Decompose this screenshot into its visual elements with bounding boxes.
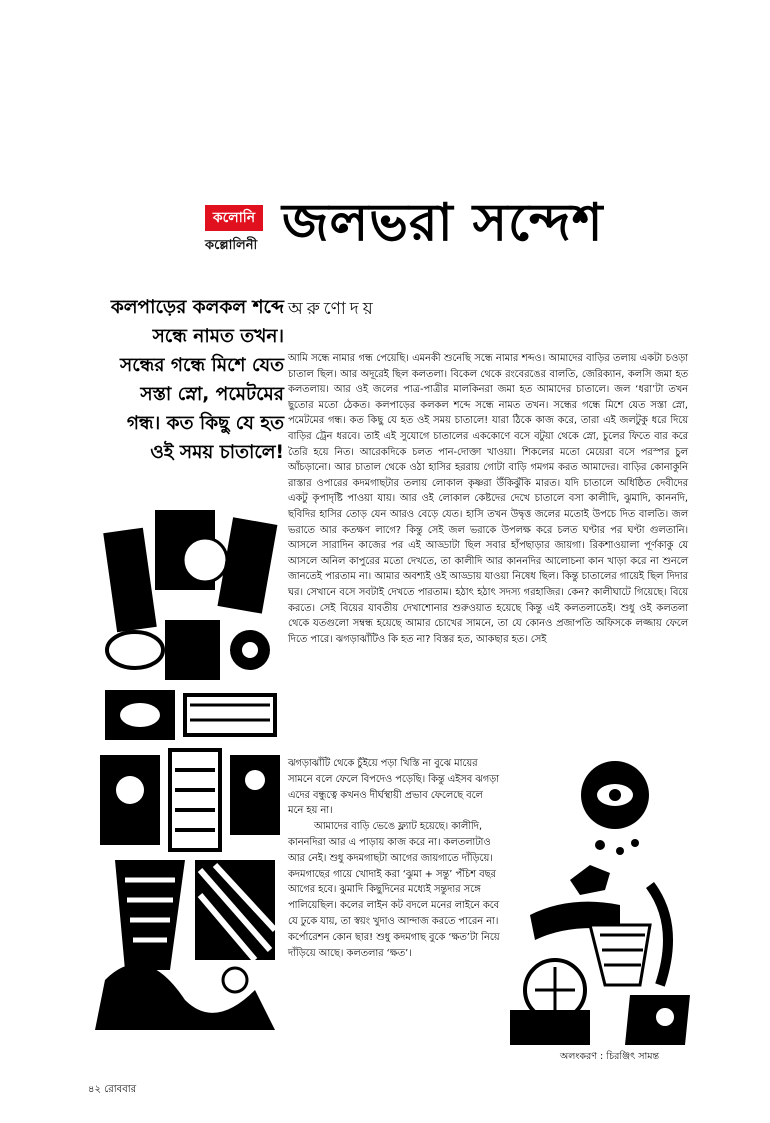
pull-quote: কলপাড়ের কলকল শব্দে সন্ধে নামত তখন। সন্ধের গন্ধে মিশে যেত সস্তা স্নো, পমেটমের গন্ধ। কত কিছু যে হত ওই সময় চাতালে! (110, 297, 284, 463)
left-illustration (95, 500, 285, 1030)
article-body (288, 351, 688, 647)
article-paragraph: ঝগড়াঝাঁটি থেকে চুঁইয়ে পড়া খিস্তি না বুঝে মায়ের সামনে বলে ফেলে বিপদেও পড়েছি। কিন্তু এইসব ঝগড়া এদের বন্ধুত্বে কখনও দীর্ঘস্থায়ী প্রভাব ফেলেছে বলে মনে হয় না। (288, 758, 499, 817)
right-illustration (510, 755, 700, 1045)
illustration-credit: অলংকরণ : চিরঞ্জিৎ সামন্ত (560, 1051, 660, 1062)
article-paragraph: আমি সন্ধে নামার গন্ধ পেয়েছি। এমনকী শুনেছি সন্ধে নামার শব্দও। আমাদের বাড়ির তলায় একটা চওড়া চাতাল ছিল। আর অদূরেই ছিল কলতলা। বিকেল থেকে রংবেরঙের বালতি, জেরিক্যান, কলসি জমা হত কলতলায়। আর ওই জলের পাত্র-পাত্রীর মালকিনরা জমা হত আমাদের চাতালে। জল ‘ধরা’টা তখন ছুতোর মতো ঠেকত। কলপাড়ের কলকল শব্দে সন্ধে নামত তখন। সন্ধের গন্ধে মিশে যেত সস্তা স্নো, পমেটমের গন্ধ। কত কিছু যে হত ওই সময় চাতালে! যারা ঠিকে কাজ করে, তারা এই জলটুকু ধরে দিয়ে বাড়ির ট্রেন ধরবে। তাই এই সুযোগে চাতালের এককোণে বসে বটুয়া থেকে স্নো, চুলের ফিতে বার করে তৈরি হয়ে নিত। আরেকদিকে চলত পান-দোক্তা খাওয়া। শিকলের মতো মেয়েরা বসে পরস্পর চুল আঁচড়ানো। আর চাতাল থেকে ওঠা হাসির হররায় গোটা বাড়ি গমগম করত আমাদের। বাড়ির কোনাকুনি রাস্তার ওপারের কদমগাছটার তলায় লোকাল কৃষ্ণরা উঁকিঝুঁকি মারত। যদি চাতালে অধিষ্ঠিত দেবীদের একটু কৃপাদৃষ্টি পাওয়া যায়। আর ওই লোকাল কেষ্টদের দেখে চাতালে বসা কালীদি, ঝুমাদি, কাননদি, ছবিদির হাসির তোড় যেন আরও বেড়ে যেত। হাসি তখন উদ্বৃত্ত জলের মতোই উপচে দিত বালতি। জল ভরাতে আর কতক্ষণ লাগে? কিন্তু সেই জল ভরাকে উপলক্ষ করে চলত ঘণ্টার পর ঘণ্টা গুলতানি। আসলে সারাদিন কাজের পর এই আড্ডাটা ছিল সবার হাঁপছাড়ার জায়গা। রিকশাওয়ালা পূর্ণকাকু যে আসলে অনিল কাপুরের মতো দেখতে, তা কালীদি আর কাননদির আলোচনা কান খাড়া করে না শুনলে জানতেই পারতাম না। আমার অবশ্যই ওই আড্ডায় যাওয়া নিষেধ ছিল। কিন্তু চাতালের গায়েই ছিল দিদার ঘর। সেখানে বসে সবটাই দেখতে পারতাম। হঠাৎ হঠাৎ সদস্য গরহাজির। কেন? কালীঘাটে গিয়েছে। বিয়ে করতে। সেই বিয়ের যাবতীয় দেখাশোনার শুরুওয়াত হয়েছে কিন্তু এই কলতলাতেই। শুধু ওই কলতলা থেকে যতগুলো সম্বন্ধ হয়েছে আমার চোখের সামনে, তা যে কোনও প্রজাপতি অফিসকে লজ্জায় ফেলে দিতে পারে। ঝগড়াঝাঁটিও কি হত না? বিস্তর হত, আকছার হত। সেই (288, 353, 688, 645)
page-footer: ৪২ রোববার (88, 1084, 137, 1095)
article-body-continued (288, 756, 500, 961)
section-subtitle: কল্লোলিনী (205, 238, 258, 253)
section-tag: কলোনি (205, 205, 263, 231)
page-title: জলভরা সন্দেশ (282, 193, 604, 253)
article-paragraph: আমাদের বাড়ি ভেঙে ফ্ল্যাট হয়েছে। কালীদি, কাননদিরা আর এ পাড়ায় কাজ করে না। কলতলাটাও আর নেই। শুধু কদমগাছটা আগের জায়গাতে দাঁড়িয়ে। কদমগাছের গায়ে খোদাই করা ‘ঝুমা + সন্তু’ পঁচিশ বছর আগের হবে। ঝুমাদি কিছুদিনের মধ্যেই সন্তুদার সঙ্গে পালিয়েছিল। কলের লাইন কট বদলে মনের লাইনে কবে যে ঢুকে যায়, তা স্বয়ং খুদাও আন্দাজ করতে পারেন না। কর্পোরেশন কোন ছার! শুধু কদমগাছ বুকে ‘ক্ষত’টা নিয়ে দাঁড়িয়ে আছে। কলতলার ‘ক্ষত’। (288, 821, 500, 959)
author-byline: অরুণোদয় (288, 299, 377, 319)
